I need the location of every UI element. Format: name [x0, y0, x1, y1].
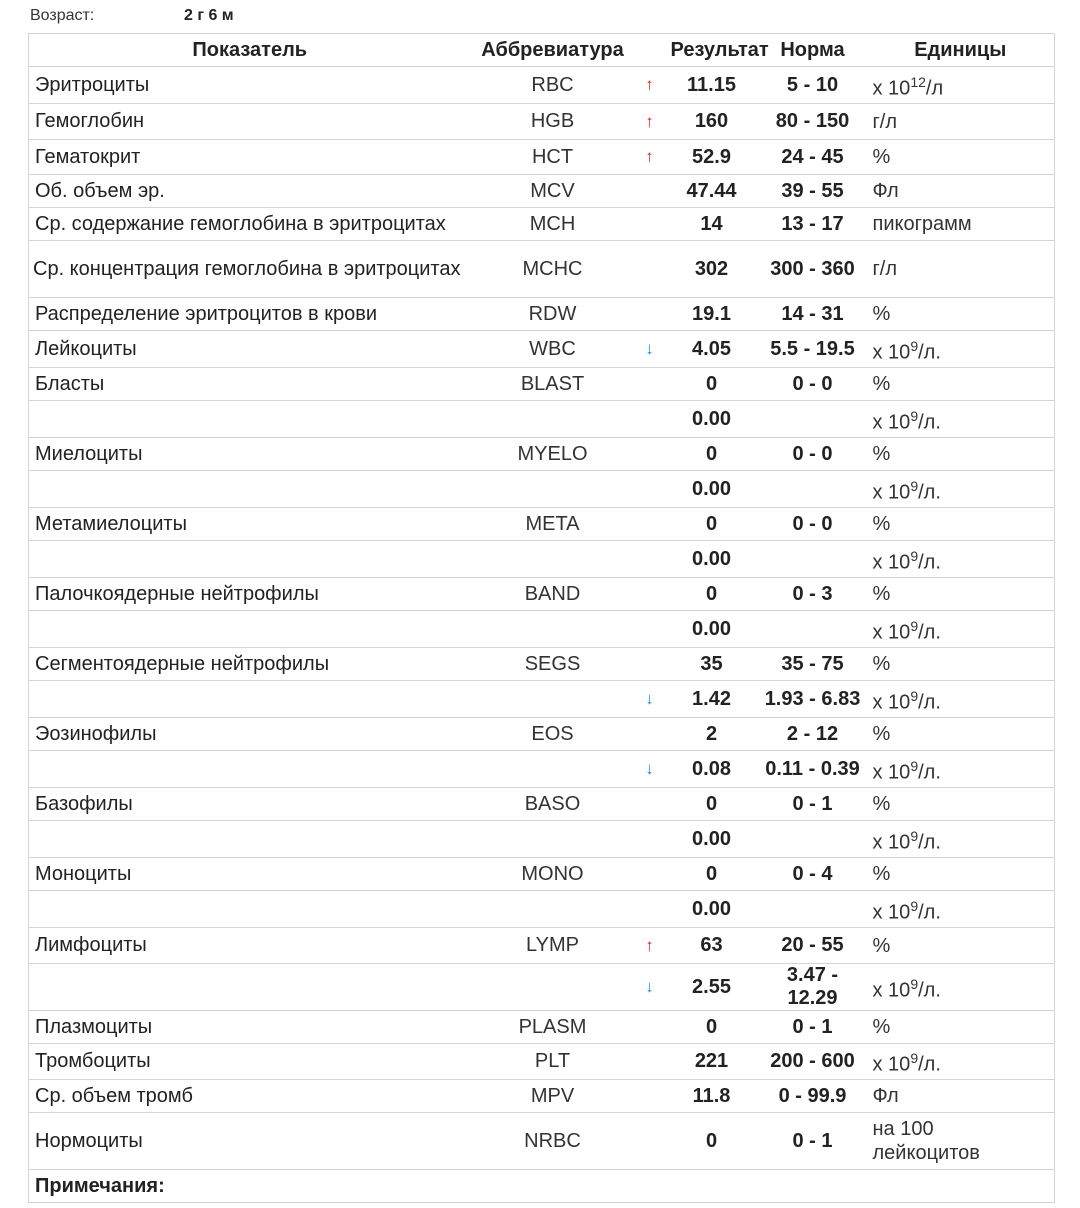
arrow-down-icon: ↓	[645, 339, 654, 358]
age-label: Возраст:	[30, 7, 95, 24]
table-row	[29, 1044, 1055, 1080]
reference-range: 0 - 99.9	[759, 1080, 867, 1113]
parameter-abbreviation: MCH	[471, 208, 635, 241]
parameter-name: Гемоглобин	[29, 104, 471, 140]
units	[867, 1044, 1055, 1080]
parameter-abbreviation: NRBC	[471, 1113, 635, 1170]
parameter-name	[29, 891, 471, 928]
reference-range	[759, 891, 867, 928]
reference-range: 1.93 - 6.83	[759, 681, 867, 718]
unit-text: г/л	[872, 258, 898, 280]
reference-range: 39 - 55	[759, 175, 867, 208]
unit-text: %	[872, 583, 891, 605]
unit-text: %	[872, 146, 891, 168]
unit-text: x 10	[872, 691, 911, 714]
table-row	[29, 401, 1055, 438]
reference-range: 0 - 1	[759, 788, 867, 821]
flag-cell	[635, 241, 665, 298]
unit-text: x 10	[872, 481, 911, 504]
parameter-name	[29, 471, 471, 508]
flag-cell	[635, 751, 665, 788]
unit-exponent: 9	[910, 477, 919, 494]
reference-range: 0 - 0	[759, 368, 867, 401]
result-value: 0	[665, 1011, 759, 1044]
table-row	[29, 1080, 1055, 1113]
parameter-abbreviation: MCHC	[471, 241, 635, 298]
result-value: 52.9	[665, 140, 759, 175]
parameter-abbreviation: WBC	[471, 331, 635, 368]
units	[867, 611, 1055, 648]
notes-label: Примечания:	[29, 1170, 1055, 1203]
column-header-abbr: Аббревиатура	[471, 34, 635, 67]
unit-text: %	[872, 723, 891, 745]
unit-text: x 10	[872, 901, 911, 924]
result-value: 0	[665, 578, 759, 611]
units	[867, 891, 1055, 928]
flag-cell	[635, 964, 665, 1011]
reference-range	[759, 401, 867, 438]
parameter-name: Метамиелоциты	[29, 508, 471, 541]
unit-text: x 10	[872, 761, 911, 784]
unit-exponent: 12	[910, 73, 926, 90]
parameter-name: Ср. содержание гемоглобина в эритроцитах	[29, 208, 471, 241]
parameter-abbreviation: HCT	[471, 140, 635, 175]
unit-text: %	[872, 513, 891, 535]
result-value: 0.00	[665, 611, 759, 648]
unit-exponent: 9	[910, 975, 919, 992]
unit-exponent: 9	[910, 407, 919, 424]
table-row	[29, 175, 1055, 208]
unit-exponent: 9	[910, 897, 919, 914]
units	[867, 858, 1055, 891]
result-value: 2.55	[665, 964, 759, 1011]
parameter-name: Лимфоциты	[29, 928, 471, 964]
unit-exponent: 9	[910, 337, 919, 354]
units	[867, 821, 1055, 858]
parameter-abbreviation	[471, 751, 635, 788]
parameter-abbreviation: MYELO	[471, 438, 635, 471]
units	[867, 140, 1055, 175]
unit-suffix: /л.	[918, 761, 941, 784]
reference-range: 0 - 1	[759, 1011, 867, 1044]
units	[867, 648, 1055, 681]
table-row	[29, 611, 1055, 648]
flag-cell	[635, 1080, 665, 1113]
parameter-name: Ср. объем тромб	[29, 1080, 471, 1113]
parameter-name: Лейкоциты	[29, 331, 471, 368]
reference-range: 80 - 150	[759, 104, 867, 140]
reference-range: 300 - 360	[759, 241, 867, 298]
table-row	[29, 578, 1055, 611]
parameter-abbreviation: RBC	[471, 67, 635, 104]
parameter-abbreviation: SEGS	[471, 648, 635, 681]
unit-text: на 100 лейкоцитов	[872, 1118, 980, 1164]
unit-text: %	[872, 653, 891, 675]
unit-exponent: 9	[910, 547, 919, 564]
arrow-down-icon: ↓	[645, 689, 654, 708]
parameter-name: Моноциты	[29, 858, 471, 891]
flag-cell	[635, 140, 665, 175]
table-row	[29, 788, 1055, 821]
units	[867, 368, 1055, 401]
flag-cell	[635, 298, 665, 331]
table-header-row	[29, 34, 1055, 67]
unit-text: %	[872, 373, 891, 395]
result-value: 0	[665, 1113, 759, 1170]
unit-text: Фл	[872, 1085, 899, 1107]
parameter-abbreviation: MONO	[471, 858, 635, 891]
flag-cell	[635, 788, 665, 821]
flag-cell	[635, 508, 665, 541]
table-row	[29, 1113, 1055, 1170]
units	[867, 964, 1055, 1011]
parameter-name: Гематокрит	[29, 140, 471, 175]
reference-range: 3.47 - 12.29	[759, 964, 867, 1011]
flag-cell	[635, 331, 665, 368]
flag-cell	[635, 67, 665, 104]
parameter-abbreviation	[471, 611, 635, 648]
result-value: 221	[665, 1044, 759, 1080]
unit-text: Фл	[872, 180, 899, 202]
table-row	[29, 541, 1055, 578]
units	[867, 104, 1055, 140]
units	[867, 508, 1055, 541]
result-value: 0	[665, 788, 759, 821]
result-value: 0.00	[665, 891, 759, 928]
result-value: 0	[665, 858, 759, 891]
arrow-up-icon: ↑	[645, 75, 654, 94]
reference-range: 0 - 4	[759, 858, 867, 891]
units	[867, 541, 1055, 578]
reference-range: 0 - 3	[759, 578, 867, 611]
units	[867, 1080, 1055, 1113]
parameter-name: Базофилы	[29, 788, 471, 821]
units	[867, 751, 1055, 788]
parameter-name	[29, 751, 471, 788]
flag-cell	[635, 401, 665, 438]
table-row	[29, 718, 1055, 751]
units	[867, 208, 1055, 241]
parameter-abbreviation: HGB	[471, 104, 635, 140]
units	[867, 681, 1055, 718]
result-value: 0.00	[665, 541, 759, 578]
result-value: 0.08	[665, 751, 759, 788]
parameter-abbreviation: PLT	[471, 1044, 635, 1080]
unit-text: %	[872, 934, 891, 957]
flag-cell	[635, 1011, 665, 1044]
table-row	[29, 298, 1055, 331]
table-row	[29, 508, 1055, 541]
reference-range	[759, 821, 867, 858]
flag-cell	[635, 438, 665, 471]
result-value: 14	[665, 208, 759, 241]
parameter-name: Распределение эритроцитов в крови	[29, 298, 471, 331]
reference-range: 20 - 55	[759, 928, 867, 964]
units	[867, 241, 1055, 298]
unit-text: %	[872, 793, 891, 815]
parameter-name	[29, 821, 471, 858]
arrow-down-icon: ↓	[645, 759, 654, 778]
reference-range: 0 - 0	[759, 438, 867, 471]
units	[867, 471, 1055, 508]
arrow-up-icon: ↑	[645, 111, 654, 131]
table-row	[29, 67, 1055, 104]
unit-text: x 10	[872, 341, 911, 364]
units	[867, 175, 1055, 208]
result-value: 2	[665, 718, 759, 751]
flag-cell	[635, 681, 665, 718]
units	[867, 1113, 1055, 1170]
table-row	[29, 821, 1055, 858]
unit-text: пикограмм	[872, 213, 972, 235]
table-row	[29, 471, 1055, 508]
flag-cell	[635, 175, 665, 208]
flag-cell	[635, 1113, 665, 1170]
unit-text: %	[872, 443, 891, 465]
column-header-name: Показатель	[29, 34, 471, 67]
result-value: 63	[665, 928, 759, 964]
reference-range: 0 - 1	[759, 1113, 867, 1170]
result-value: 19.1	[665, 298, 759, 331]
table-row	[29, 241, 1055, 298]
result-value: 35	[665, 648, 759, 681]
reference-range: 200 - 600	[759, 1044, 867, 1080]
unit-text: x 10	[872, 831, 911, 854]
table-row	[29, 140, 1055, 175]
table-row	[29, 751, 1055, 788]
unit-text: x 10	[872, 979, 911, 1002]
flag-cell	[635, 541, 665, 578]
table-row	[29, 928, 1055, 964]
table-row	[29, 331, 1055, 368]
reference-range: 24 - 45	[759, 140, 867, 175]
flag-cell	[635, 718, 665, 751]
unit-text: x 10	[872, 411, 911, 434]
reference-range: 0 - 0	[759, 508, 867, 541]
units	[867, 578, 1055, 611]
unit-text: x 10	[872, 77, 911, 100]
flag-cell	[635, 611, 665, 648]
lab-results-table	[28, 33, 1055, 1203]
flag-cell	[635, 208, 665, 241]
parameter-abbreviation: MCV	[471, 175, 635, 208]
unit-suffix: /л.	[918, 411, 941, 434]
result-value: 47.44	[665, 175, 759, 208]
table-row	[29, 208, 1055, 241]
parameter-abbreviation	[471, 891, 635, 928]
table-body	[29, 67, 1055, 1170]
parameter-abbreviation	[471, 471, 635, 508]
flag-cell	[635, 1044, 665, 1080]
parameter-abbreviation: MPV	[471, 1080, 635, 1113]
parameter-name	[29, 541, 471, 578]
parameter-abbreviation	[471, 401, 635, 438]
units	[867, 1011, 1055, 1044]
table-row	[29, 964, 1055, 1011]
unit-text: %	[872, 303, 891, 325]
reference-range: 0.11 - 0.39	[759, 751, 867, 788]
result-value: 1.42	[665, 681, 759, 718]
reference-range: 14 - 31	[759, 298, 867, 331]
table-row	[29, 438, 1055, 471]
flag-cell	[635, 928, 665, 964]
result-value: 0	[665, 438, 759, 471]
units	[867, 331, 1055, 368]
notes-row	[29, 1170, 1055, 1203]
parameter-name: Эритроциты	[29, 67, 471, 104]
result-value: 160	[665, 104, 759, 140]
parameter-abbreviation: BASO	[471, 788, 635, 821]
reference-range: 13 - 17	[759, 208, 867, 241]
reference-range: 35 - 75	[759, 648, 867, 681]
arrow-up-icon: ↑	[645, 935, 654, 955]
unit-suffix: /л.	[918, 831, 941, 854]
flag-cell	[635, 368, 665, 401]
units	[867, 401, 1055, 438]
table-row	[29, 648, 1055, 681]
parameter-abbreviation: BLAST	[471, 368, 635, 401]
unit-exponent: 9	[910, 687, 919, 704]
parameter-abbreviation: RDW	[471, 298, 635, 331]
unit-suffix: /л.	[918, 621, 941, 644]
units	[867, 298, 1055, 331]
result-value: 0.00	[665, 821, 759, 858]
flag-cell	[635, 578, 665, 611]
result-value: 0.00	[665, 401, 759, 438]
unit-suffix: /л.	[918, 481, 941, 504]
parameter-abbreviation: BAND	[471, 578, 635, 611]
table-row	[29, 368, 1055, 401]
unit-suffix: /л.	[918, 551, 941, 574]
parameter-abbreviation: PLASM	[471, 1011, 635, 1044]
parameter-name: Палочкоядерные нейтрофилы	[29, 578, 471, 611]
parameter-name: Сегментоядерные нейтрофилы	[29, 648, 471, 681]
parameter-name: Миелоциты	[29, 438, 471, 471]
column-header-norm: Норма	[759, 34, 867, 67]
unit-suffix: /л.	[918, 901, 941, 924]
parameter-abbreviation	[471, 821, 635, 858]
parameter-name: Плазмоциты	[29, 1011, 471, 1044]
unit-text: %	[872, 863, 891, 885]
table-row	[29, 1011, 1055, 1044]
unit-exponent: 9	[910, 827, 919, 844]
result-value: 0	[665, 368, 759, 401]
flag-cell	[635, 471, 665, 508]
parameter-abbreviation: LYMP	[471, 928, 635, 964]
unit-text: x 10	[872, 1053, 911, 1076]
reference-range	[759, 471, 867, 508]
flag-cell	[635, 648, 665, 681]
unit-exponent: 9	[910, 1050, 919, 1067]
result-value: 302	[665, 241, 759, 298]
parameter-name: Эозинофилы	[29, 718, 471, 751]
unit-suffix: /л.	[918, 691, 941, 714]
reference-range: 5 - 10	[759, 67, 867, 104]
unit-text: x 10	[872, 551, 911, 574]
unit-exponent: 9	[910, 617, 919, 634]
column-header-result: Результат	[665, 34, 759, 67]
unit-suffix: /л	[925, 77, 944, 100]
parameter-abbreviation	[471, 681, 635, 718]
parameter-abbreviation	[471, 964, 635, 1011]
unit-suffix: /л.	[918, 341, 941, 364]
column-header-units: Единицы	[867, 34, 1055, 67]
unit-suffix: /л.	[918, 979, 941, 1002]
parameter-abbreviation: EOS	[471, 718, 635, 751]
unit-exponent: 9	[910, 757, 919, 774]
table-row	[29, 681, 1055, 718]
table-row	[29, 891, 1055, 928]
table-row	[29, 858, 1055, 891]
arrow-up-icon: ↑	[645, 147, 654, 166]
arrow-down-icon: ↓	[645, 977, 654, 996]
age-value: 2 г 6 м	[184, 7, 234, 24]
reference-range: 5.5 - 19.5	[759, 331, 867, 368]
units	[867, 928, 1055, 964]
unit-text: %	[872, 1016, 891, 1038]
parameter-name: Ср. концентрация гемоглобина в эритроцитах	[29, 241, 471, 298]
parameter-name: Бласты	[29, 368, 471, 401]
flag-cell	[635, 821, 665, 858]
unit-text: x 10	[872, 621, 911, 644]
units	[867, 718, 1055, 751]
parameter-name: Нормоциты	[29, 1113, 471, 1170]
unit-suffix: /л.	[918, 1053, 941, 1076]
parameter-abbreviation	[471, 541, 635, 578]
parameter-name	[29, 401, 471, 438]
result-value: 11.15	[665, 67, 759, 104]
result-value: 4.05	[665, 331, 759, 368]
patient-header	[30, 0, 1060, 30]
parameter-name	[29, 611, 471, 648]
reference-range	[759, 611, 867, 648]
table-row	[29, 104, 1055, 140]
parameter-abbreviation: META	[471, 508, 635, 541]
parameter-name: Тромбоциты	[29, 1044, 471, 1080]
reference-range: 2 - 12	[759, 718, 867, 751]
result-value: 0	[665, 508, 759, 541]
flag-cell	[635, 104, 665, 140]
result-value: 11.8	[665, 1080, 759, 1113]
flag-cell	[635, 891, 665, 928]
flag-cell	[635, 858, 665, 891]
units	[867, 67, 1055, 104]
parameter-name	[29, 681, 471, 718]
column-header-flag	[635, 34, 665, 67]
result-value: 0.00	[665, 471, 759, 508]
reference-range	[759, 541, 867, 578]
parameter-name: Об. объем эр.	[29, 175, 471, 208]
parameter-name	[29, 964, 471, 1011]
units	[867, 438, 1055, 471]
units	[867, 788, 1055, 821]
unit-text: г/л	[872, 110, 898, 133]
